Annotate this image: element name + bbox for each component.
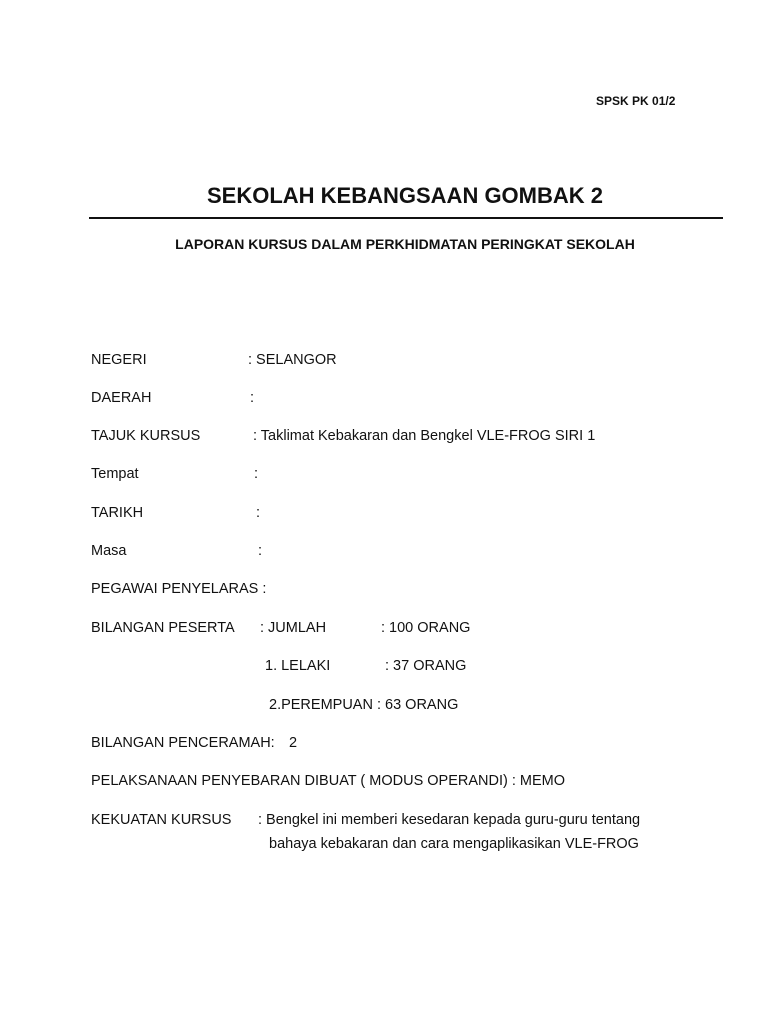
peserta-jumlah-label: : JUMLAH — [260, 620, 327, 636]
report-title: LAPORAN KURSUS DALAM PERKHIDMATAN PERINGKAT SEKOLAH — [175, 236, 635, 252]
school-name: SEKOLAH KEBANGSAAN GOMBAK 2 — [206, 183, 604, 208]
daerah-value: : — [250, 390, 255, 406]
negeri-value: : SELANGOR — [248, 352, 337, 368]
tajuk-label: TAJUK KURSUS — [91, 428, 201, 444]
peserta-jumlah-value: : 100 ORANG — [381, 620, 471, 636]
kekuatan-line-1: : Bengkel ini memberi kesedaran kepada guru-guru tentang — [258, 812, 641, 828]
masa-label: Masa — [91, 543, 127, 559]
peserta-perempuan: 2.PEREMPUAN : 63 ORANG — [269, 697, 459, 713]
peserta-lelaki-label: 1. LELAKI — [265, 658, 331, 674]
negeri-label: NEGERI — [91, 352, 147, 368]
pegawai-label: PEGAWAI PENYELARAS : — [91, 581, 267, 597]
kekuatan-line-2: bahaya kebakaran dan cara mengaplikasikan VLE-FROG — [269, 836, 639, 852]
title-divider — [89, 217, 723, 219]
peserta-label: BILANGAN PESERTA — [91, 620, 235, 636]
tarikh-value: : — [256, 505, 261, 521]
tajuk-value: : Taklimat Kebakaran dan Bengkel VLE-FROG SIRI 1 — [253, 428, 596, 444]
pelaksanaan-text: PELAKSANAAN PENYEBARAN DIBUAT ( MODUS OPERANDI) : MEMO — [91, 773, 566, 789]
peserta-lelaki-value: : 37 ORANG — [385, 658, 467, 674]
penceramah-value: 2 — [289, 735, 298, 751]
penceramah-label: BILANGAN PENCERAMAH: — [91, 735, 275, 751]
masa-value: : — [258, 543, 263, 559]
tarikh-label: TARIKH — [91, 505, 144, 521]
daerah-label: DAERAH — [91, 390, 152, 406]
tempat-value: : — [254, 466, 259, 482]
kekuatan-label: KEKUATAN KURSUS — [91, 812, 232, 828]
form-code: SPSK PK 01/2 — [596, 94, 676, 108]
tempat-label: Tempat — [91, 466, 139, 482]
